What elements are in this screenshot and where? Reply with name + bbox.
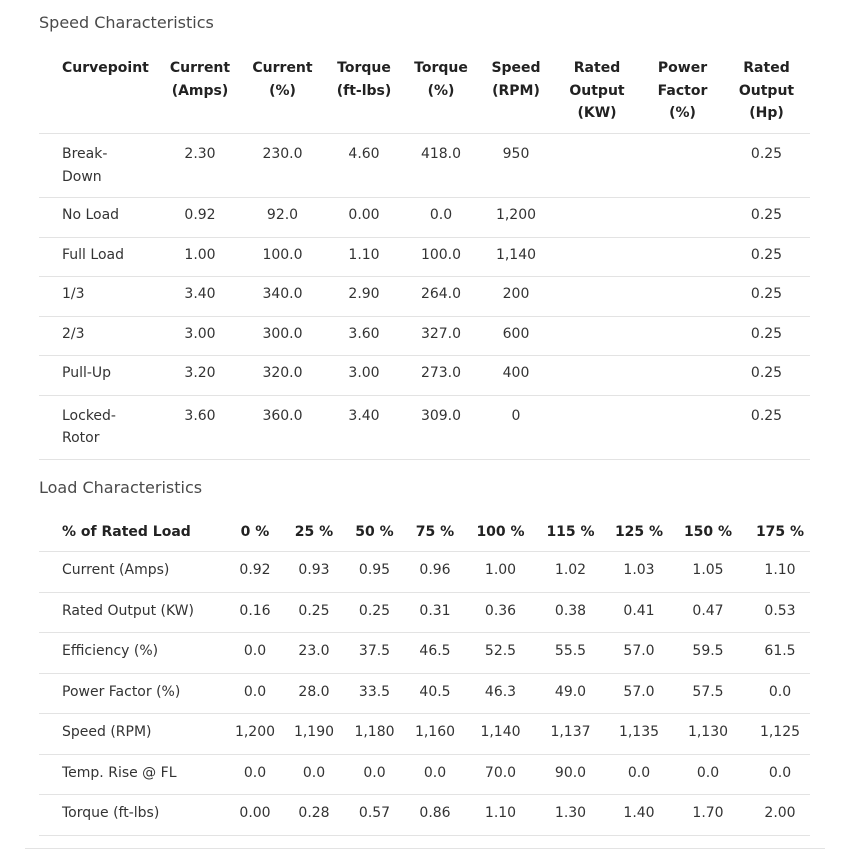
speed-cell: 600 [502,325,530,342]
speed-header-1 [161,57,239,134]
load-cell: 59.5 [692,643,724,659]
speed-cell: 0.25 [750,246,783,263]
speed-header-line: (Amps) [171,82,229,99]
speed-cell [642,316,723,356]
load-cell: 52.5 [484,643,517,659]
load-cell: 0.41 [623,602,655,619]
load-cell: 1,180 [354,724,395,740]
speed-header-line: (%) [669,105,696,121]
speed-cell: 3.60 [348,325,380,342]
speed-cell: 264.0 [420,286,462,302]
load-cell: 0.36 [484,602,517,619]
speed-cell: 0.25 [750,146,783,162]
speed-header-line: (RPM) [492,82,540,99]
load-cell: 0.0 [696,764,720,781]
table-row [39,754,810,795]
speed-cell [552,198,642,238]
speed-header-line: (%) [427,82,455,99]
load-cell: 0.25 [298,602,330,619]
load-cell: 90.0 [554,764,587,781]
load-cell: 0.0 [768,683,792,700]
load-cell: 0.0 [423,764,447,781]
load-cell: 1.70 [692,805,724,821]
load-header-6: 115 % [546,524,595,540]
speed-header-line: (Hp) [749,105,784,121]
load-cell: 61.5 [764,643,796,659]
speed-cell: 3.20 [184,365,216,381]
load-header-0: % of Rated Load [62,524,191,540]
speed-cell: 0.25 [750,325,783,342]
load-cell: 1.10 [764,562,796,578]
load-cell: 0.0 [627,764,651,781]
speed-cell: 3.60 [184,407,216,424]
speed-cell [642,356,723,396]
curvepoint-label: Locked- Rotor [62,407,116,446]
table-row [39,134,810,198]
load-cell: 0.47 [692,602,724,619]
load-cell: 0.86 [419,805,451,821]
speed-cell: 0.25 [750,207,783,223]
speed-header-line: Torque [337,60,391,76]
speed-cell: 320.0 [262,365,303,381]
speed-cell [552,316,642,356]
speed-cell: 1,200 [495,207,537,223]
speed-header-line: Rated [743,60,790,76]
load-row-label: Rated Output (KW) [62,602,194,619]
speed-header-0 [39,57,161,134]
speed-cell: 360.0 [262,407,303,424]
speed-cell [642,395,723,459]
speed-cell: 100.0 [420,246,462,263]
table-row [39,316,810,356]
speed-header-4 [402,57,480,134]
load-row-label: Temp. Rise @ FL [62,764,177,781]
table-row [39,714,810,755]
load-header-5: 100 % [476,524,525,540]
speed-cell: 1,140 [495,246,537,263]
table-row [39,795,810,836]
load-cell: 0.00 [239,805,271,821]
load-cell: 0.0 [302,764,326,781]
table-row [39,356,810,396]
speed-cell: 0.00 [348,207,380,223]
speed-cell: 3.00 [348,365,380,381]
load-header-3: 50 % [355,524,394,540]
load-cell: 0.0 [768,764,792,781]
load-cell: 46.5 [419,643,451,659]
load-cell: 0.0 [363,764,386,781]
load-cell: 1,200 [234,724,276,740]
load-row-label: Power Factor (%) [62,683,181,700]
load-cell: 0.25 [358,602,391,619]
speed-header-6 [552,57,642,134]
load-cell: 1.40 [623,805,655,821]
speed-header-line: Rated [573,60,621,76]
speed-cell: 327.0 [420,325,462,342]
table-row [39,552,810,593]
load-cell: 0.0 [243,643,267,659]
speed-header-line: (KW) [577,105,617,121]
load-cell: 1.03 [623,562,655,578]
load-cell: 1,135 [618,724,660,740]
load-cell: 0.0 [243,764,267,781]
speed-cell: 2.90 [348,286,380,302]
table-row [39,633,810,674]
load-cell: 0.57 [358,805,391,821]
curvepoint-label: No Load [62,207,120,223]
curvepoint-label: Full Load [62,246,124,263]
load-row-label: Torque (ft-lbs) [62,805,160,821]
load-cell: 23.0 [298,643,330,659]
speed-cell: 950 [502,146,530,162]
load-row-label: Current (Amps) [62,562,170,578]
speed-cell: 0.0 [429,207,453,223]
speed-header-line: Curvepoint [62,60,149,76]
speed-cell: 0.92 [184,207,216,223]
speed-header-line: Torque [414,60,468,76]
load-header-4: 75 % [415,524,455,540]
speed-cell: 0.25 [750,407,783,424]
speed-header-line: (ft-lbs) [336,82,392,99]
speed-cell [552,395,642,459]
load-cell: 1,130 [687,724,729,740]
speed-header-line: Current [169,60,231,76]
speed-cell: 3.00 [184,325,216,342]
speed-cell: 309.0 [420,407,462,424]
load-cell: 0.28 [298,805,330,821]
speed-cell: 0.25 [750,365,783,381]
speed-cell: 1.00 [184,246,216,263]
speed-cell: 273.0 [420,365,462,381]
load-cell: 1.00 [484,562,517,578]
load-cell: 33.5 [358,683,391,700]
load-cell: 37.5 [358,643,391,659]
load-cell: 0.95 [358,562,391,578]
load-cell: 0.31 [419,602,451,619]
load-row-label: Efficiency (%) [62,643,159,659]
load-cell: 0.53 [764,602,796,619]
curvepoint-label: 2/3 [62,325,85,342]
speed-cell: 1.10 [348,246,380,263]
speed-cell [552,356,642,396]
load-header-7: 125 % [614,524,664,540]
speed-cell: 0.25 [750,286,783,302]
speed-cell: 0 [511,407,521,424]
load-cell: 57.5 [692,683,724,700]
curvepoint-label: 1/3 [62,286,85,302]
speed-header-7 [642,57,723,134]
load-cell: 0.38 [554,602,587,619]
speed-cell [642,198,723,238]
speed-cell: 4.60 [348,146,380,162]
speed-characteristics-title: Speed Characteristics [39,13,214,32]
load-cell: 1,137 [550,724,591,740]
speed-header-line: Speed [491,60,541,76]
load-cell: 1,140 [480,724,521,740]
speed-cell: 3.40 [348,407,380,424]
load-cell: 0.92 [239,562,271,578]
speed-header-line: Output [569,82,625,99]
speed-cell: 418.0 [420,146,462,162]
table-row [39,592,810,633]
load-cell: 0.16 [239,602,271,619]
speed-cell [552,277,642,317]
speed-cell: 92.0 [266,207,299,223]
load-cell: 28.0 [298,683,330,700]
speed-cell [552,134,642,198]
speed-cell: 300.0 [262,325,303,342]
load-header-2: 25 % [294,524,334,540]
load-cell: 46.3 [484,683,517,700]
load-cell: 57.0 [623,643,655,659]
speed-header-line: Output [738,82,795,99]
speed-header-3 [326,57,402,134]
load-cell: 70.0 [484,764,517,781]
table-row [39,237,810,277]
load-cell: 2.00 [764,805,796,821]
load-cell: 1.02 [554,562,587,578]
speed-header-line: Factor [657,82,708,99]
load-row-label: Speed (RPM) [62,724,152,740]
speed-header-2 [239,57,326,134]
speed-header-5 [480,57,552,134]
load-cell: 49.0 [554,683,587,700]
load-header-1: 0 % [240,524,270,540]
table-row [39,395,810,459]
table-row [39,673,810,714]
speed-cell [642,134,723,198]
speed-cell: 340.0 [262,286,303,302]
speed-header-line: Power [657,60,708,76]
load-cell: 1,125 [759,724,801,740]
load-cell: 1,160 [414,724,456,740]
speed-cell: 200 [502,286,530,302]
load-header-8: 150 % [683,524,733,540]
load-cell: 1.10 [484,805,517,821]
load-cell: 0.93 [298,562,330,578]
load-cell: 1.05 [692,562,724,578]
bottom-divider [25,848,825,849]
load-cell: 1.30 [554,805,587,821]
speed-cell: 400 [502,365,530,381]
speed-header-line: (%) [269,82,296,99]
load-characteristics-title: Load Characteristics [39,478,203,497]
speed-cell [642,237,723,277]
curvepoint-label: Break- Down [62,146,108,185]
speed-cell: 2.30 [184,146,216,162]
speed-header-line: Current [252,60,313,76]
speed-cell: 230.0 [262,146,303,162]
speed-header-8 [723,57,810,134]
speed-cell: 3.40 [184,286,216,302]
load-cell: 0.0 [243,683,267,700]
load-cell: 40.5 [419,683,451,700]
load-characteristics-table [39,521,810,836]
load-cell: 55.5 [554,643,587,659]
load-cell: 0.96 [419,562,451,578]
speed-cell: 100.0 [262,246,303,263]
load-cell: 57.0 [623,683,655,700]
curvepoint-label: Pull-Up [62,365,112,381]
load-cell: 1,190 [293,724,335,740]
speed-cell [642,277,723,317]
table-row [39,277,810,317]
table-row [39,198,810,238]
speed-cell [552,237,642,277]
speed-characteristics-table [39,57,810,460]
load-header-9: 175 % [755,524,805,540]
